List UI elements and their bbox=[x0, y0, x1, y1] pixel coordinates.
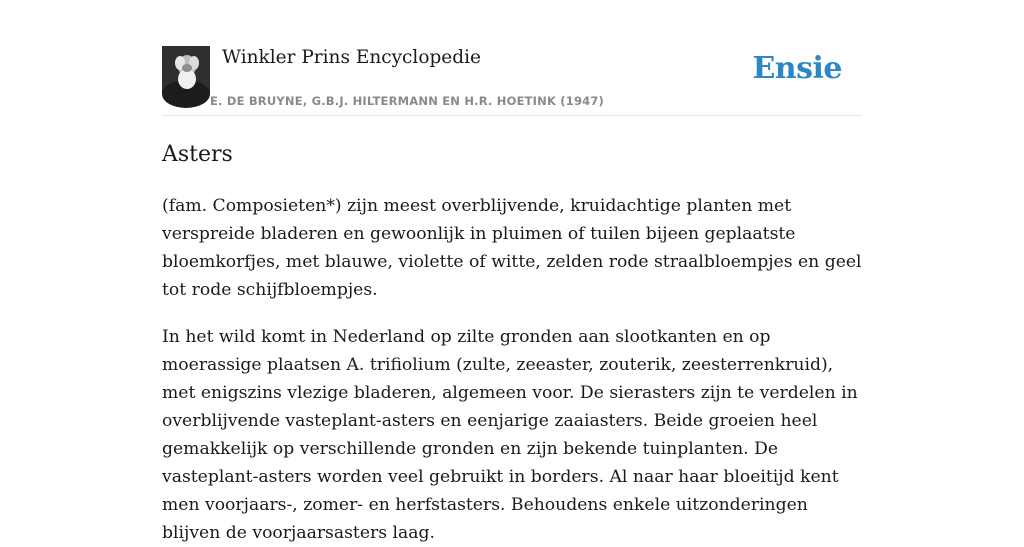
page bbox=[162, 0, 862, 547]
entry-content bbox=[162, 192, 862, 547]
author-portrait-icon bbox=[162, 46, 210, 94]
entry-paragraph: (fam. Composieten*) zijn meest overblijvende, kruidachtige planten met verspreide bladeren en gewoonlijk in pluimen of tuilen bijeen geplaatste bloemkorfjes, met blauwe, violette of witte, zelden rode straalbloempjes en geel tot rode schijfbloempjes. bbox=[162, 196, 862, 300]
source-header bbox=[162, 46, 862, 116]
book-title[interactable]: Winkler Prins Encyclopedie bbox=[222, 47, 481, 68]
entry-paragraph: In het wild komt in Nederland op zilte gronden aan slootkanten en op moerassige plaatsen A. trifiolium (zulte, zeeaster, zouterik, zeesterrenkruid), met enigszins vlezige bladeren, algemeen voor. De sierasters zijn te verdelen in overblijvende vasteplant-asters en eenjarige zaaiasters. Beide groeien heel gemakkelijk op verschillende gronden en zijn bekende tuinplanten. De vasteplant-asters worden veel gebruikt in borders. Al naar haar bloeitijd kent men voorjaars-, zomer- en herfstasters. Behoudens enkele uitzonderingen blijven de voorjaarsasters laag. bbox=[162, 327, 858, 543]
entry-title: Asters bbox=[162, 142, 233, 167]
authors-line: E. DE BRUYNE, G.B.J. HILTERMANN EN H.R. HOETINK (1947) bbox=[210, 94, 605, 108]
ensie-logo[interactable]: Ensie bbox=[752, 51, 842, 86]
author-avatar[interactable] bbox=[162, 46, 210, 94]
